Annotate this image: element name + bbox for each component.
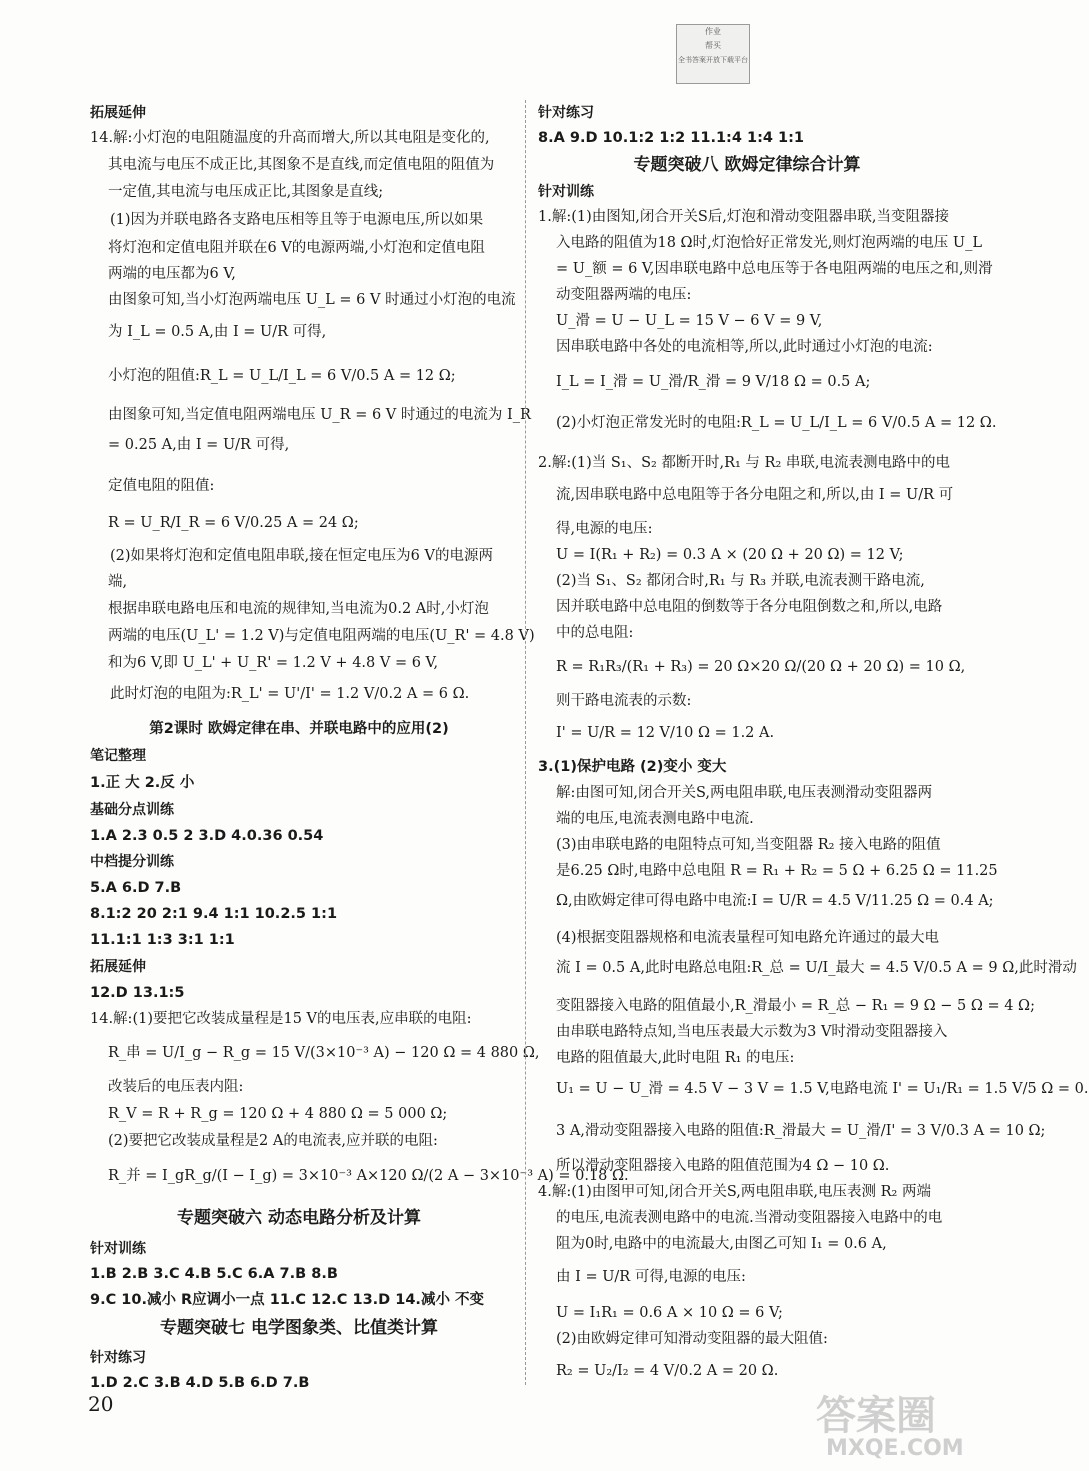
text-line: (4)根据变阻器规格和电流表量程可知电路允许通过的最大电	[556, 930, 940, 946]
watermark-url: MXQE.COM	[826, 1436, 964, 1461]
section-heading: 笔记整理	[90, 748, 146, 764]
formula-line: I' = U/R = 12 V/10 Ω = 1.2 A.	[556, 725, 775, 741]
text-line: 动变阻器两端的电压:	[556, 287, 692, 303]
text-line: (1)因为并联电路各支路电压相等且等于电源电压,所以如果	[110, 212, 484, 228]
text-line: = U_额 = 6 V,因串联电路中总电压等于各电阻两端的电压之和,则滑	[556, 261, 993, 277]
topic-title: 专题突破八 欧姆定律综合计算	[633, 155, 861, 175]
text-line: 端,	[108, 574, 128, 590]
answer-line: 8.1:2 20 2:1 9.4 1:1 10.2.5 1:1	[90, 906, 338, 922]
text-line: 因并联电路中总电阻的倒数等于各分电阻倒数之和,所以,电路	[556, 599, 943, 615]
text-line: 4.解:(1)由图甲可知,闭合开关S,两电阻串联,电压表测 R₂ 两端	[538, 1184, 931, 1200]
formula-line: U_滑 = U − U_L = 15 V − 6 V = 9 V,	[556, 313, 823, 329]
watermark-logo: 答案圈	[816, 1393, 936, 1439]
text-line: 解:由图可知,闭合开关S,两电阻串联,电压表测滑动变阻器两	[556, 785, 933, 801]
formula-line: R_V = R + R_g = 120 Ω + 4 880 Ω = 5 000 Ω;	[108, 1106, 448, 1122]
stamp-line-2: 帮买	[705, 41, 721, 50]
formula-line: I_L = I_滑 = U_滑/R_滑 = 9 V/18 Ω = 0.5 A;	[556, 374, 871, 390]
answer-line: 11.1:1 1:3 3:1 1:1	[90, 932, 235, 948]
text-line: 得,电源的电压:	[556, 521, 653, 537]
text-line: 改装后的电压表内阻:	[108, 1079, 244, 1095]
text-line: 所以滑动变阻器接入电路的阻值范围为4 Ω − 10 Ω.	[556, 1158, 890, 1174]
text-line: 14.解:(1)要把它改装成量程是15 V的电压表,应串联的电阻:	[90, 1011, 472, 1027]
section-heading: 基础分点训练	[90, 802, 174, 818]
formula-line: R = U_R/I_R = 6 V/0.25 A = 24 Ω;	[108, 515, 359, 531]
stamp-line-3: 全书答案开放下载平台	[678, 56, 748, 64]
text-line: 因串联电路中各处的电流相等,所以,此时通过小灯泡的电流:	[556, 339, 933, 355]
text-line: 端的电压,电流表测电路中电流.	[556, 811, 754, 827]
formula-line: 小灯泡的阻值:R_L = U_L/I_L = 6 V/0.5 A = 12 Ω;	[108, 368, 456, 384]
section-heading: 针对训练	[538, 184, 594, 200]
text-line: (2)如果将灯泡和定值电阻串联,接在恒定电压为6 V的电源两	[110, 548, 493, 564]
answer-line: 1.A 2.3 0.5 2 3.D 4.0.36 0.54	[90, 828, 324, 844]
formula-line: U₁ = U − U_滑 = 4.5 V − 3 V = 1.5 V,电路电流 I' = U₁/R₁ = 1.5 V/5 Ω = 0.	[556, 1081, 1089, 1097]
text-line: 电路的阻值最大,此时电阻 R₁ 的电压:	[556, 1050, 795, 1066]
section-heading: 针对练习	[538, 105, 594, 121]
topic-title: 专题突破六 动态电路分析及计算	[177, 1208, 421, 1228]
text-line: 由图象可知,当定值电阻两端电压 U_R = 6 V 时通过的电流为 I_R	[108, 407, 531, 423]
text-line: 2.解:(1)当 S₁、S₂ 都断开时,R₁ 与 R₂ 串联,电流表测电路中的电	[538, 455, 950, 471]
text-line: 两端的电压都为6 V,	[108, 266, 236, 282]
answer-line: 1.D 2.C 3.B 4.D 5.B 6.D 7.B	[90, 1375, 310, 1391]
formula-line: U = I₁R₁ = 0.6 A × 10 Ω = 6 V;	[556, 1305, 783, 1321]
answer-line: 5.A 6.D 7.B	[90, 880, 182, 896]
text-line: 定值电阻的阻值:	[108, 478, 215, 494]
formula-line: = 0.25 A,由 I = U/R 可得,	[108, 437, 290, 453]
column-divider	[525, 100, 526, 1385]
answer-line: 12.D 13.1:5	[90, 985, 185, 1001]
text-line: 是6.25 Ω时,电路中总电阻 R = R₁ + R₂ = 5 Ω + 6.25 Ω = 11.25	[556, 863, 998, 879]
text-line: 将灯泡和定值电阻并联在6 V的电源两端,小灯泡和定值电阻	[108, 240, 485, 256]
text-line: (2)当 S₁、S₂ 都闭合时,R₁ 与 R₃ 并联,电流表测干路电流,	[556, 573, 925, 589]
stamp-logo	[676, 24, 750, 84]
text-line: 根据串联电路电压和电流的规律知,当电流为0.2 A时,小灯泡	[108, 601, 489, 617]
formula-line: 3 A,滑动变阻器接入电路的阻值:R_滑最大 = U_滑/I' = 3 V/0.3 A = 10 Ω;	[556, 1123, 1046, 1139]
text-line: 则干路电流表的示数:	[556, 693, 692, 709]
section-heading: 针对训练	[90, 1241, 146, 1257]
text-line: 由串联电路特点知,当电压表最大示数为3 V时滑动变阻器接入	[556, 1024, 948, 1040]
formula-line: 变阻器接入电路的阻值最小,R_滑最小 = R_总 − R₁ = 9 Ω − 5 Ω = 4 Ω;	[556, 998, 1035, 1014]
formula-line: 此时灯泡的电阻为:R_L' = U'/I' = 1.2 V/0.2 A = 6 Ω.	[110, 686, 470, 702]
text-line: 的电压,电流表测电路中的电流.当滑动变阻器接入电路中的电	[556, 1210, 943, 1226]
answer-line: 1.B 2.B 3.C 4.B 5.C 6.A 7.B 8.B	[90, 1266, 338, 1282]
answer-line: 8.A 9.D 10.1:2 1:2 11.1:4 1:4 1:1	[538, 130, 804, 146]
answer-line: 3.(1)保护电路 (2)变小 变大	[538, 759, 727, 775]
formula-line: R₂ = U₂/I₂ = 4 V/0.2 A = 20 Ω.	[556, 1363, 779, 1379]
formula-line: (2)小灯泡正常发光时的电阻:R_L = U_L/I_L = 6 V/0.5 A = 12 Ω.	[556, 415, 997, 431]
text-line: 入电路的阻值为18 Ω时,灯泡恰好正常发光,则灯泡两端的电压 U_L	[556, 235, 983, 251]
lesson-title: 第2课时 欧姆定律在串、并联电路中的应用(2)	[149, 721, 449, 737]
text-line: 一定值,其电流与电压成正比,其图象是直线;	[108, 184, 384, 200]
section-heading: 针对练习	[90, 1350, 146, 1366]
formula-line: R_串 = U/I_g − R_g = 15 V/(3×10⁻³ A) − 120 Ω = 4 880 Ω,	[108, 1045, 540, 1061]
formula-line: 流 I = 0.5 A,此时电路总电阻:R_总 = U/I_最大 = 4.5 V/0.5 A = 9 Ω,此时滑动	[556, 960, 1077, 976]
text-line: 由图象可知,当小灯泡两端电压 U_L = 6 V 时通过小灯泡的电流	[108, 292, 516, 308]
topic-title: 专题突破七 电学图象类、比值类计算	[160, 1318, 438, 1338]
formula-line: R = R₁R₃/(R₁ + R₃) = 20 Ω×20 Ω/(20 Ω + 20 Ω) = 10 Ω,	[556, 659, 966, 675]
text-line: 中的总电阻:	[556, 625, 634, 641]
formula-line: 为 I_L = 0.5 A,由 I = U/R 可得,	[108, 324, 327, 340]
answer-line: 9.C 10.减小 R应调小一点 11.C 12.C 13.D 14.减小 不变	[90, 1292, 484, 1308]
section-heading: 拓展延伸	[90, 105, 146, 121]
stamp-line-1: 作业	[705, 27, 721, 36]
formula-line: 由 I = U/R 可得,电源的电压:	[556, 1269, 746, 1285]
section-heading: 拓展延伸	[90, 959, 146, 975]
text-line: (3)由串联电路的电阻特点可知,当变阻器 R₂ 接入电路的阻值	[556, 837, 941, 853]
formula-line: 流,因串联电路中总电阻等于各分电阻之和,所以,由 I = U/R 可	[556, 487, 954, 503]
formula-line: 和为6 V,即 U_L' + U_R' = 1.2 V + 4.8 V = 6 V,	[108, 655, 439, 671]
text-line: (2)由欧姆定律可知滑动变阻器的最大阻值:	[556, 1331, 828, 1347]
text-line: 1.解:(1)由图知,闭合开关S后,灯泡和滑动变阻器串联,当变阻器接	[538, 209, 950, 225]
text-line: 两端的电压(U_L' = 1.2 V)与定值电阻两端的电压(U_R' = 4.8 V)	[108, 628, 535, 644]
formula-line: R_并 = I_gR_g/(I − I_g) = 3×10⁻³ A×120 Ω/(2 A − 3×10⁻³ A) = 0.18 Ω.	[108, 1168, 629, 1184]
text-line: 14.解:小灯泡的电阻随温度的升高而增大,所以其电阻是变化的,	[90, 130, 490, 146]
text-line: (2)要把它改装成量程是2 A的电流表,应并联的电阻:	[108, 1133, 438, 1149]
formula-line: U = I(R₁ + R₂) = 0.3 A × (20 Ω + 20 Ω) = 12 V;	[556, 547, 904, 563]
page-number: 20	[88, 1392, 114, 1416]
answer-line: 1.正 大 2.反 小	[90, 775, 195, 791]
formula-line: Ω,由欧姆定律可得电路中电流:I = U/R = 4.5 V/11.25 Ω = 0.4 A;	[556, 893, 994, 909]
section-heading: 中档提分训练	[90, 854, 174, 870]
text-line: 阻为0时,电路中的电流最大,由图乙可知 I₁ = 0.6 A,	[556, 1236, 887, 1252]
text-line: 其电流与电压不成正比,其图象不是直线,而定值电阻的阻值为	[108, 157, 495, 173]
